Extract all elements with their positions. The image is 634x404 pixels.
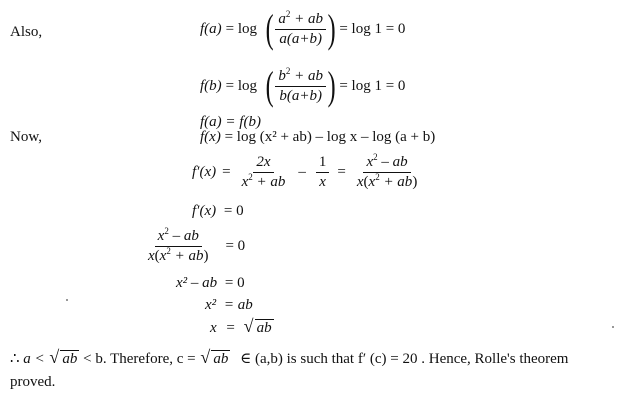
- eq1-rhs: = log 1 = 0: [339, 20, 406, 37]
- eq3-rhs: = f(b): [225, 114, 261, 130]
- eq1-numerator: $a^2$ + ab: [275, 12, 326, 30]
- eq9-rhs: = ab: [223, 297, 253, 313]
- eq6-lhs: f′(x): [192, 203, 217, 219]
- proved-text: proved.: [10, 374, 56, 390]
- eq2-rhs: = log 1 = 0: [339, 77, 406, 94]
- equation-x2-equals-ab: [205, 298, 253, 313]
- equation-fb: [200, 63, 406, 108]
- scan-speck: [66, 299, 68, 301]
- eq5-equals: =: [222, 163, 231, 180]
- eq7-rhs: = 0: [225, 237, 246, 254]
- equation-x2-minus-ab: [176, 276, 245, 291]
- eq2-denominator: b(a+b): [279, 87, 323, 104]
- therefore-symbol: ∴: [10, 351, 20, 367]
- sqrt-symbol: √ ab: [50, 350, 79, 367]
- equation-fa: [200, 6, 406, 51]
- scan-speck: [612, 326, 614, 328]
- eq6-rhs: = 0: [223, 203, 244, 219]
- eq10-equals: =: [226, 320, 235, 336]
- eq2-numerator: $b^2$ + ab: [275, 69, 326, 87]
- eq4-rhs: = log (x² + ab) – log x – log (a + b): [224, 129, 436, 145]
- conclusion-line: [10, 350, 568, 367]
- left-paren: (: [265, 6, 274, 51]
- eq5-minus: –: [298, 163, 306, 180]
- eq5-equals-2: =: [337, 163, 346, 180]
- eq7-fraction: $\frac{x^2 - ab}{x(x^2 + ab)}$: [148, 225, 209, 264]
- eq1-log: = log: [225, 20, 258, 37]
- equation-fraction-zero: [143, 226, 245, 266]
- left-paren: (: [265, 63, 274, 108]
- eq4-lhs: f(x): [200, 129, 221, 145]
- eq2-lhs: f(b): [200, 77, 222, 94]
- eq1-denominator: a(a+b): [279, 30, 323, 47]
- eq9-lhs: x²: [205, 297, 217, 313]
- eq8-lhs: x² – ab: [176, 275, 218, 291]
- eq5-fraction-3: $\frac{x^2 - ab}{x(x^2 + ab)}$: [356, 151, 418, 190]
- eq8-rhs: = 0: [224, 275, 245, 291]
- equation-x-equals-sqrt: [210, 319, 274, 336]
- eq5-lhs: f′(x): [192, 163, 217, 180]
- equation-derivative: [192, 152, 422, 192]
- equation-fx: [200, 130, 435, 145]
- right-paren: ): [327, 63, 336, 108]
- eq2-fraction: [275, 65, 326, 104]
- conclusion-part3: ∈ (a,b) is such that f′ (c) = 20 . Hence, Rolle's theorem: [240, 351, 569, 367]
- eq5-fraction-1: $\frac{2x}{x^2 + ab}$: [241, 153, 286, 190]
- label-also: Also,: [10, 24, 43, 40]
- conclusion-part1: a <: [23, 351, 45, 367]
- eq3-lhs: f(a): [200, 114, 222, 130]
- conclusion-part2: < b. Therefore, c =: [83, 351, 196, 367]
- eq1-lhs: f(a): [200, 20, 222, 37]
- right-paren: ): [327, 6, 336, 51]
- equation-derivative-zero: [192, 204, 244, 219]
- equation-fa-equals-fb: [200, 115, 261, 130]
- sqrt-symbol: √ ab: [245, 319, 274, 336]
- label-now: Now,: [10, 129, 42, 145]
- eq10-lhs: x: [210, 320, 217, 336]
- eq2-log: = log: [225, 77, 258, 94]
- sqrt-symbol: √ ab: [201, 350, 230, 367]
- eq1-fraction: [275, 8, 326, 47]
- eq5-fraction-2: $\frac{1}{x}$: [316, 155, 330, 190]
